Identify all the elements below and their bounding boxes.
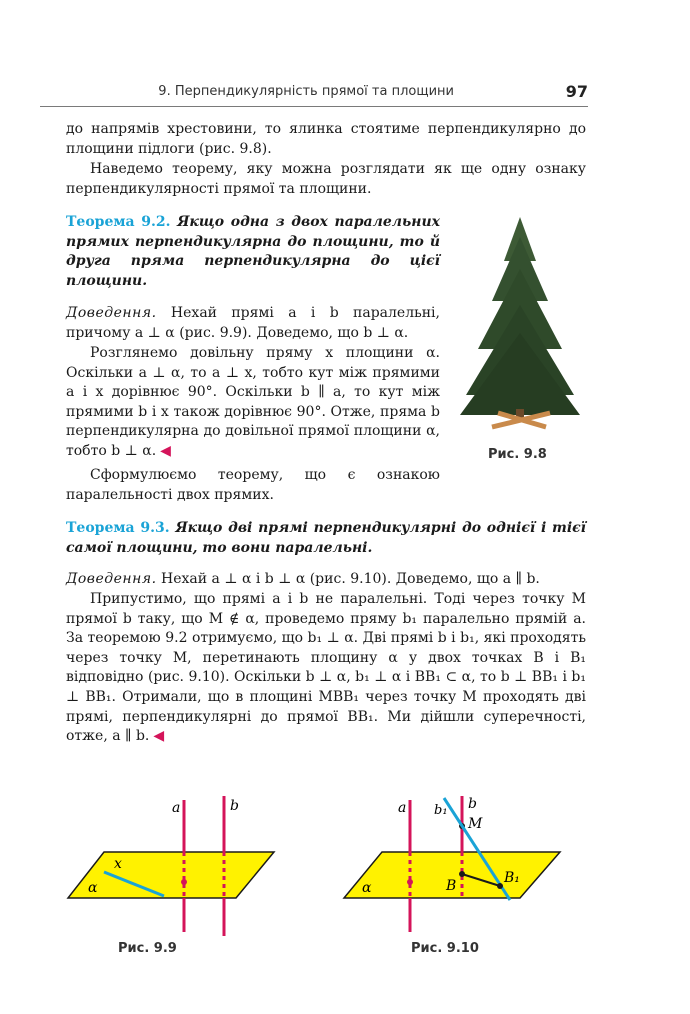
label-a: a	[398, 800, 407, 816]
page-number: 97	[565, 82, 588, 101]
point-a	[407, 879, 413, 885]
label-b: b	[468, 796, 477, 812]
theorem-9-3-label: Теорема 9.3.	[66, 520, 170, 536]
proof-end-marker-2: ◀	[153, 728, 165, 745]
label-x: x	[114, 856, 122, 872]
theorem-9-3-text: Якщо дві прямі перпендикулярні до однієї і тієї самої площини, то вони паралельні.	[66, 520, 587, 556]
label-b: b	[230, 798, 239, 814]
plane-alpha	[68, 852, 274, 898]
proof-9-3-intro	[66, 570, 586, 590]
figure-9-10	[338, 790, 568, 940]
label-b1: b₁	[434, 803, 448, 818]
label-M: M	[468, 816, 483, 832]
paragraph-3: Сформулюємо теорему, що є ознакою паралельності двох прямих.	[66, 467, 440, 503]
proof-9-2-intro	[66, 304, 440, 343]
running-head: 9. Перпендикулярність прямої та площини	[158, 84, 454, 99]
label-alpha: α	[362, 880, 372, 896]
proof-9-3-body	[66, 590, 586, 747]
figure-9-8-caption: Рис. 9.8	[488, 447, 547, 462]
theorem-9-2	[66, 213, 440, 291]
paragraph-1: до напрямів хрестовини, то ялинка стоятиме перпендикулярно до площини підлоги (рис. 9.8).	[66, 121, 586, 157]
paragraph-2: Наведемо теорему, яку можна розглядати як ще одну ознаку перпендикулярності прямої та площини.	[66, 161, 586, 197]
figure-9-8-tree	[454, 213, 586, 431]
point-B1	[497, 883, 503, 889]
proof-9-3-body-text: Припустимо, що прямі a і b не паралельні. Тоді через точку M прямої b таку, що M ∉ α, проведемо пряму b₁ паралельно прямій a. За теоремою 9.2 отримуємо, що b₁ ⊥ α. Дві прямі b і b₁, які проходять через точку M, перетинають площину α у двох точках B і B₁ відповідно (рис. 9.10). Оскільки b ⊥ α, b₁ ⊥ α і BB₁ ⊂ α, то b ⊥ BB₁ і b₁ ⊥ BB₁. Отримали, що в площині MBB₁ через точку M проходять дві прямі, перпендикулярні до прямої BB₁. Ми дійшли суперечності, отже, a ∥ b.	[66, 591, 586, 745]
figure-9-9-caption: Рис. 9.9	[118, 941, 177, 956]
label-B1: B₁	[504, 870, 520, 886]
proof-9-2-label: Доведення.	[66, 305, 157, 321]
figure-9-9	[60, 790, 280, 940]
tree-icon	[454, 213, 586, 431]
proof-9-3-text: Нехай a ⊥ α і b ⊥ α (рис. 9.10). Доведемо, що a ∥ b.	[156, 571, 540, 587]
point-a	[181, 879, 187, 885]
theorem-9-2-text: Якщо одна з двох паралельних прямих перпендикулярна до площини, то й друга пряма перпендикулярна до цієї площини.	[66, 214, 440, 289]
theorem-9-3	[66, 519, 586, 558]
page-header	[40, 82, 588, 107]
label-B: B	[446, 878, 457, 894]
proof-9-2-text: Нехай прямі a і b паралельні, причому a ⊥ α (рис. 9.9). Доведемо, що b ⊥ α.	[66, 305, 440, 341]
label-alpha: α	[88, 880, 98, 896]
proof-9-3-label: Доведення.	[66, 571, 157, 587]
proof-9-2-body-text: Розглянемо довільну пряму x площини α. Оскільки a ⊥ α, то a ⊥ x, тобто кут між прямими a і x дорівнює 90°. Оскільки b ∥ a, то кут між прямими b і x також дорівнює 90°. Отже, пряма b перпендикулярна до довільної прямої площини α, тобто b ⊥ α.	[66, 345, 440, 459]
label-a: a	[172, 800, 181, 816]
figure-9-10-caption: Рис. 9.10	[411, 941, 479, 956]
proof-end-marker: ◀	[160, 442, 171, 459]
theorem-9-2-label: Теорема 9.2.	[66, 214, 171, 230]
proof-9-2-body	[66, 344, 440, 462]
